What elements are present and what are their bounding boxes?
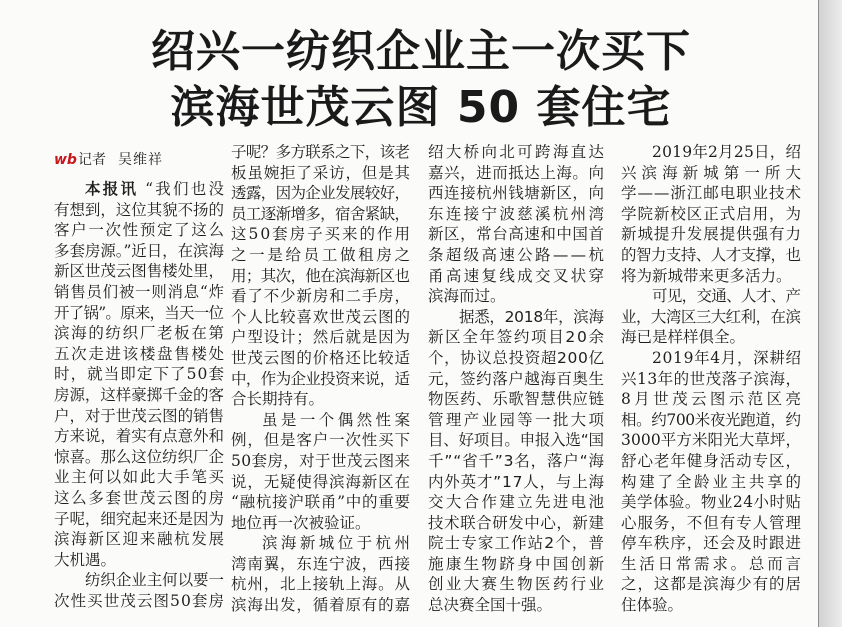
- line-text: 次性买世茂云图50套房: [54, 591, 226, 610]
- text-line: [428, 142, 607, 163]
- text-line: [231, 410, 414, 431]
- text-line: [621, 410, 801, 431]
- text-line: [621, 472, 804, 493]
- line-text: 物医药、乐歌智慧供应链: [428, 390, 605, 409]
- text-line: [428, 163, 604, 184]
- line-text: 元，签约落户越海百奥生: [428, 369, 605, 388]
- text-line: [428, 472, 604, 493]
- article-column-1: [54, 179, 227, 611]
- line-text: 新区全年签约项目20余: [428, 328, 606, 347]
- line-text: 生活日常需求。总而言: [621, 554, 804, 573]
- article-column-4: [621, 142, 807, 616]
- text-line: [54, 529, 224, 550]
- line-text: 绍大桥向北可跨海直达: [428, 143, 607, 161]
- line-text: 东连接宁波慈溪杭州湾: [428, 204, 607, 223]
- line-text: 业，大湾区三大红利，在滨: [621, 307, 801, 326]
- text-line: [231, 554, 410, 575]
- text-line: [621, 492, 801, 513]
- text-line: [54, 200, 224, 221]
- line-text: 停车秩序，还会及时跟进: [621, 534, 802, 553]
- text-line: [231, 286, 410, 307]
- text-line: [428, 492, 607, 513]
- line-text: 新区，常台高速和中国首: [428, 225, 605, 244]
- line-text: 院士专家工作站2个，普: [428, 534, 606, 553]
- line-text: 虽是一个偶然性案: [262, 410, 414, 429]
- text-line: [231, 369, 410, 390]
- reporter-name: 吴维祥: [117, 152, 163, 168]
- text-line: [621, 327, 801, 348]
- line-text: 多套房源。”近日，在滨海: [54, 241, 224, 260]
- text-line: [54, 467, 224, 488]
- paragraph: [621, 286, 801, 348]
- text-line: [621, 266, 801, 287]
- article-column-3: [428, 142, 607, 616]
- line-text: 相。约700米夜光跑道，约: [621, 410, 801, 429]
- line-text: 客户一次性预定了这么: [54, 221, 226, 240]
- line-text: 子呢，细究起来还是因为: [54, 509, 224, 528]
- text-line: [621, 513, 801, 534]
- byline-role: 记者: [77, 152, 106, 168]
- line-text: 3000平方米阳光大草坪，: [621, 431, 802, 450]
- byline: [54, 151, 163, 169]
- line-text: 员工逐渐增多，宿舍紧缺，: [231, 204, 410, 223]
- line-text: 透露，因为企业发展较好，: [231, 184, 410, 203]
- text-line: [54, 570, 224, 591]
- text-line: [621, 430, 801, 451]
- text-line: [54, 550, 224, 571]
- text-line: [428, 369, 604, 390]
- text-line: [621, 348, 801, 369]
- line-text: 甬高速复线成交叉状穿: [428, 266, 607, 285]
- text-line: [54, 447, 224, 468]
- text-line: [54, 406, 224, 427]
- text-line: [231, 348, 410, 369]
- line-text: 滨海新城位于杭州: [262, 534, 414, 553]
- line-text: 湾南翼，东连宁波，西接: [231, 554, 411, 573]
- text-line: [428, 224, 604, 245]
- text-line: [428, 307, 604, 328]
- text-line: [54, 220, 224, 241]
- text-line: [621, 595, 801, 616]
- text-line: [231, 183, 410, 204]
- line-text: 户型设计；然后就是因为: [231, 328, 411, 347]
- text-line: [54, 426, 224, 447]
- text-line: [231, 163, 410, 184]
- line-text: 中，作为企业投资来说，适: [231, 369, 410, 388]
- text-line: [54, 364, 224, 385]
- line-text: 新城提升发展提供强有力: [621, 225, 802, 244]
- line-text: 构建了全龄业主共享的: [621, 472, 804, 491]
- line-text: 合长期持有。: [231, 390, 325, 409]
- text-line: [231, 492, 410, 513]
- line-text: 用；其次，他在滨海新区也: [231, 266, 410, 285]
- text-line: [54, 303, 224, 324]
- text-line: [621, 183, 801, 204]
- text-line: [621, 245, 801, 266]
- line-text: 时，就当即定下了50套: [54, 365, 226, 384]
- line-text: 2019年2月25日，绍: [652, 143, 802, 161]
- text-line: [428, 513, 604, 534]
- line-text: 滨海的纺织厂老板在第: [54, 324, 226, 343]
- headline-line-1: 绍兴一纺织企业主一次买下: [151, 26, 691, 77]
- text-line: [231, 204, 410, 225]
- line-text: 的智力支持、人才支撑，也: [621, 245, 801, 264]
- line-text: 看了不少新房和二手房，: [231, 287, 411, 306]
- line-text: 施康生物跻身中国创新: [428, 554, 607, 573]
- line-text: 销售员们被一则消息“炸: [54, 282, 225, 301]
- text-line: [621, 389, 805, 410]
- text-line: [231, 245, 413, 266]
- text-line: [54, 241, 224, 262]
- adjacent-page-edge: [818, 0, 842, 627]
- text-line: [231, 513, 410, 534]
- text-line: [231, 327, 410, 348]
- line-text: 个人比较喜欢世茂云图的: [231, 307, 411, 326]
- article-column-2: [231, 142, 414, 616]
- line-text: 有想到，这位其貌不扬的: [54, 200, 224, 219]
- text-line: [54, 323, 224, 344]
- text-line: [621, 307, 801, 328]
- line-text: 条超级高速公路——杭: [428, 245, 607, 264]
- line-text: 滨海而过。: [428, 287, 506, 306]
- line-text: 海已是样样俱全。: [621, 328, 746, 347]
- line-text: 美学体验。物业24小时贴: [621, 493, 802, 512]
- line-text: 学——浙江邮电职业技术: [621, 184, 802, 203]
- line-text: “我们也没: [145, 180, 227, 198]
- line-text: 学院新校区正式启用，为: [621, 204, 802, 223]
- line-text: 住体验。: [621, 596, 684, 615]
- text-line: [231, 574, 410, 595]
- line-text: 大机遇。: [54, 550, 117, 569]
- line-text: 滨海新区迎来融杭发展: [54, 530, 226, 549]
- text-line: [54, 509, 224, 530]
- line-text: 内外英才”17人，与上海: [428, 472, 605, 491]
- paragraph: [54, 570, 224, 611]
- text-line: [428, 204, 607, 225]
- reporter-logo: wb: [54, 152, 77, 168]
- text-line: [231, 307, 410, 328]
- text-line: [621, 163, 807, 184]
- dateline-lead: 本报讯: [85, 179, 139, 198]
- line-text: 世茂云图的价格还比较适: [231, 348, 411, 367]
- text-line: [428, 327, 604, 348]
- paragraph: [231, 533, 414, 615]
- text-line: [231, 142, 410, 163]
- paragraph: [621, 348, 805, 616]
- line-text: 新区世茂云图售楼处里，: [54, 262, 224, 281]
- text-line: [54, 179, 227, 200]
- line-text: 房源，这样豪掷千金的客: [54, 385, 224, 404]
- line-text: 技术联合研发中心，新建: [428, 513, 605, 532]
- text-line: [231, 389, 410, 410]
- text-line: [231, 224, 410, 245]
- line-text: 千”“省千”3名，落户“海: [428, 451, 605, 470]
- text-line: [428, 574, 607, 595]
- paragraph: [428, 307, 607, 616]
- text-line: [428, 389, 604, 410]
- line-text: 开了锅”。原来，当天一位: [54, 303, 224, 322]
- line-text: 2019年4月，深耕绍: [652, 348, 802, 367]
- text-line: [54, 282, 224, 303]
- text-line: [54, 591, 224, 612]
- line-text: 目、好项目。申报入选“国: [428, 431, 604, 450]
- text-line: [621, 224, 801, 245]
- text-line: [231, 430, 410, 451]
- text-line: [428, 410, 607, 431]
- headline: [0, 24, 842, 136]
- paragraph: [54, 179, 227, 570]
- line-text: 50套房，对于世茂云图来: [231, 451, 411, 470]
- line-text: 将为新城带来更多活力。: [621, 266, 792, 285]
- line-text: 方来说，着实有点意外和: [54, 427, 224, 446]
- text-line: [428, 533, 604, 554]
- line-text: 嘉兴，进而抵达上海。向: [428, 163, 605, 182]
- line-text: 心服务，不但有专人管理: [621, 513, 802, 532]
- text-line: [428, 245, 607, 266]
- text-line: [621, 369, 801, 390]
- line-text: 这50套房子买来的作用: [231, 225, 412, 244]
- line-text: 兴13年的世茂落子滨海，: [621, 369, 802, 388]
- text-line: [428, 451, 604, 472]
- text-line: [54, 385, 224, 406]
- line-text: 五次走进该楼盘售楼处: [54, 344, 226, 363]
- headline-line-2: 滨海世茂云图 50 套住宅: [170, 82, 672, 133]
- line-text: 个，协议总投资超200亿: [428, 348, 605, 367]
- text-line: [428, 595, 604, 616]
- text-line: [231, 451, 410, 472]
- line-text: 之，这都是滨海少有的居: [621, 575, 802, 594]
- text-line: [621, 142, 801, 163]
- text-line: [54, 344, 224, 365]
- line-text: 滨海出发，循着原有的嘉: [231, 596, 411, 615]
- line-text: “融杭接沪联甬”中的重要: [231, 493, 411, 512]
- text-line: [54, 261, 224, 282]
- line-text: 总决赛全国十强。: [428, 596, 553, 615]
- text-line: [231, 595, 410, 616]
- line-text: 西连接杭州钱塘新区，向: [428, 184, 605, 203]
- line-text: 舒心老年健身活动专区，: [621, 451, 802, 470]
- line-text: 例，但是客户一次性买下: [231, 431, 411, 450]
- text-line: [428, 183, 604, 204]
- text-line: [428, 286, 604, 307]
- line-text: 交大合作建立先进电池: [428, 493, 607, 512]
- line-text: 板虽婉拒了采访，但是其: [231, 163, 411, 182]
- text-line: [621, 574, 801, 595]
- text-line: [231, 533, 414, 554]
- text-line: [428, 348, 604, 369]
- line-text: 可见，交通、人才、产: [652, 287, 801, 306]
- text-line: [621, 204, 801, 225]
- line-text: 说，无疑使得滨海新区在: [231, 472, 411, 491]
- line-text: 兴滨海新城第一所大: [621, 163, 807, 182]
- paragraph: [428, 142, 607, 307]
- line-text: 惊喜。那么这位纺织厂企: [54, 447, 224, 466]
- text-line: [621, 286, 801, 307]
- line-text: 之一是给员工做租房之: [231, 245, 413, 264]
- line-text: 据悉，2018年，滨海: [459, 307, 604, 326]
- line-text: 管理产业园等一批大项: [428, 410, 607, 429]
- line-text: 8月世茂云图示范区亮: [621, 390, 805, 409]
- paragraph: [231, 410, 414, 534]
- text-line: [231, 266, 410, 287]
- text-line: [621, 554, 804, 575]
- line-text: 地位再一次被验证。: [231, 513, 371, 532]
- line-text: 杭州，北上接轨上海。从: [231, 575, 411, 594]
- text-line: [54, 488, 224, 509]
- text-line: [231, 472, 410, 493]
- line-text: 纺织企业主何以要一: [85, 571, 224, 590]
- text-line: [428, 266, 607, 287]
- paragraph: [231, 142, 413, 410]
- text-line: [428, 554, 607, 575]
- line-text: 这么多套世茂云图的房: [54, 488, 226, 507]
- line-text: 创业大赛生物医药行业: [428, 575, 607, 594]
- paragraph: [621, 142, 807, 286]
- line-text: 户，对于世茂云图的销售: [54, 406, 224, 425]
- line-text: 子呢？多方联系之下，该老: [231, 143, 410, 161]
- text-line: [621, 451, 801, 472]
- line-text: 业主何以如此大手笔买: [54, 468, 226, 487]
- text-line: [621, 533, 801, 554]
- text-line: [428, 430, 604, 451]
